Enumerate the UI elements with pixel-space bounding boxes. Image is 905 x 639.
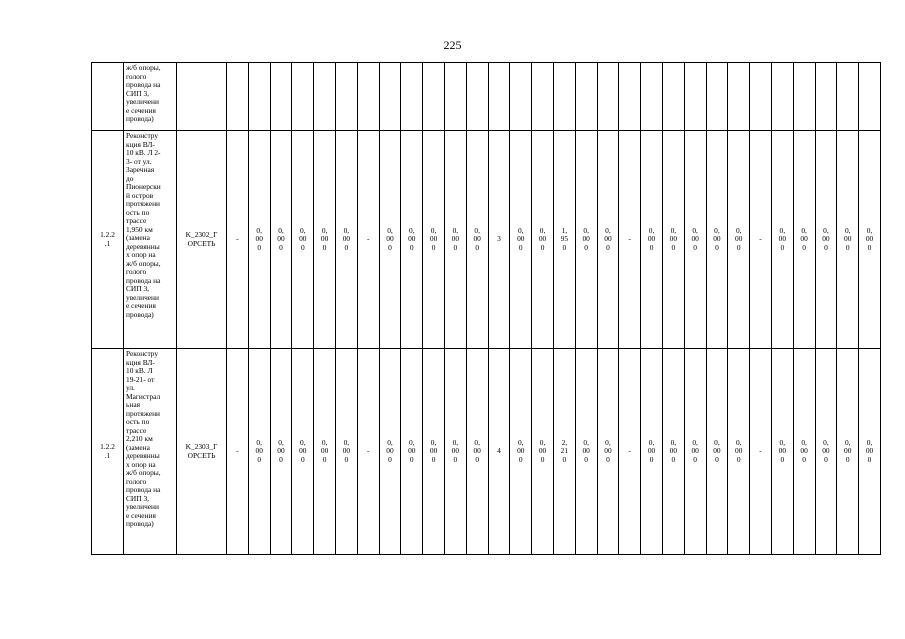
value-cell-text: 0, 00 0 — [604, 437, 612, 464]
value-cell — [597, 131, 619, 349]
value-cell — [466, 63, 488, 131]
value-cell — [684, 131, 706, 349]
value-cell-text: 0, 00 0 — [342, 437, 351, 464]
investment-program-table — [91, 62, 881, 555]
value-cell — [706, 349, 728, 555]
value-cell — [466, 349, 488, 555]
value-cell — [488, 131, 510, 349]
value-cell-text: 0, 00 0 — [408, 225, 416, 252]
value-cell-text: 0, 00 0 — [538, 437, 547, 464]
value-cell-text: - — [366, 234, 370, 244]
project-name-cell-text: Реконстру кция ВЛ- 10 кВ. Л 2- 3- от ул. Заречная до Пионерски й остров протяжени ость по трассе 1,950 км (замена деревянны х опор на ж/б опоры, голого провода на СИП 3, увеличени е сечения провода) — [126, 131, 161, 319]
page-number: 225 — [443, 38, 462, 52]
project-code-cell — [177, 131, 227, 349]
value-cell-text: 0, 00 0 — [822, 437, 830, 464]
value-cell — [227, 349, 249, 555]
row-number-cell-text: 1.2.2 .1 — [100, 442, 115, 460]
value-cell — [423, 349, 445, 555]
value-cell — [270, 349, 292, 555]
value-cell — [401, 63, 423, 131]
value-cell — [706, 63, 728, 131]
value-cell — [771, 131, 793, 349]
value-cell — [859, 349, 881, 555]
value-cell-text: 0, 00 0 — [844, 225, 852, 252]
value-cell-text: 1, 95 0 — [560, 225, 569, 252]
value-cell-text: 0, 00 0 — [517, 437, 525, 464]
project-name-cell — [124, 349, 177, 555]
row-number-cell-text: 1.2.2 .1 — [100, 230, 115, 248]
project-name-cell-text: ж/б опоры, голого провода на СИП 3, увеличени е сечения провода) — [126, 63, 161, 123]
value-cell — [684, 349, 706, 555]
value-cell-text: - — [628, 446, 631, 456]
value-cell — [335, 131, 357, 349]
value-cell — [444, 63, 466, 131]
project-code-cell-text: K_2303_Г ОРСЕТЬ — [185, 442, 218, 460]
value-cell — [815, 131, 837, 349]
value-cell — [553, 63, 575, 131]
value-cell-text: 0, 00 0 — [865, 437, 874, 464]
value-cell — [771, 63, 793, 131]
value-cell — [248, 131, 270, 349]
value-cell — [423, 63, 445, 131]
value-cell — [619, 131, 641, 349]
value-cell — [227, 131, 249, 349]
value-cell-text: 0, 00 0 — [582, 225, 590, 252]
row-number-cell — [92, 63, 124, 131]
value-cell — [292, 131, 314, 349]
value-cell-text: 0, 00 0 — [669, 437, 678, 464]
value-cell — [423, 131, 445, 349]
project-name-cell-text: Реконстру кция ВЛ- 10 кВ. Л 19-21- от ул. Магистрал ьная протяжени ость по трассе 2,210 км (замена деревянны х опор на ж/б опоры, голого провода на СИП 3, увеличени е сечения провода) — [126, 349, 161, 528]
value-cell — [662, 63, 684, 131]
value-cell-text: 0, 00 0 — [800, 437, 808, 464]
value-cell — [597, 349, 619, 555]
value-cell — [837, 349, 859, 555]
value-cell-text: 0, 00 0 — [320, 225, 329, 252]
value-cell-text: - — [759, 446, 762, 456]
value-cell-text: 0, 00 0 — [865, 225, 874, 252]
value-cell — [314, 63, 336, 131]
value-cell — [706, 131, 728, 349]
value-cell-text: 0, 00 0 — [342, 225, 351, 252]
value-cell — [510, 63, 532, 131]
value-cell — [619, 63, 641, 131]
value-cell — [619, 349, 641, 555]
value-cell — [662, 131, 684, 349]
value-cell — [815, 63, 837, 131]
value-cell-text: 0, 00 0 — [517, 225, 525, 252]
project-code-cell — [177, 63, 227, 131]
value-cell — [292, 349, 314, 555]
value-cell-text: 0, 00 0 — [713, 437, 721, 464]
value-cell-text: - — [628, 234, 631, 244]
value-cell-text: 0, 00 0 — [473, 437, 481, 464]
value-cell-text: 0, 00 0 — [844, 437, 852, 464]
value-cell-text: 0, 00 0 — [778, 437, 787, 464]
value-cell-text: 0, 00 0 — [386, 437, 394, 464]
value-cell-text: 0, 00 0 — [604, 225, 612, 252]
value-cell-text: 0, 00 0 — [778, 225, 787, 252]
value-cell — [248, 63, 270, 131]
value-cell-text: 0, 00 0 — [691, 437, 699, 464]
value-cell — [227, 63, 249, 131]
value-cell-text: - — [366, 446, 370, 456]
project-code-cell — [177, 349, 227, 555]
value-cell — [357, 349, 379, 555]
value-cell — [575, 131, 597, 349]
value-cell-text: 0, 00 0 — [669, 225, 678, 252]
value-cell-text: 4 — [497, 446, 501, 456]
value-cell — [750, 349, 772, 555]
value-cell-text: 0, 00 0 — [255, 437, 263, 464]
value-cell — [292, 63, 314, 131]
value-cell-text: 0, 00 0 — [538, 225, 547, 252]
value-cell-text: 0, 00 0 — [386, 225, 394, 252]
value-cell — [401, 349, 423, 555]
value-cell-text: 2, 21 0 — [560, 437, 569, 464]
value-cell — [444, 131, 466, 349]
value-cell — [793, 63, 815, 131]
value-cell — [793, 131, 815, 349]
row-number-cell — [92, 131, 124, 349]
value-cell-text: 0, 00 0 — [299, 437, 307, 464]
value-cell-text: 0, 00 0 — [320, 437, 329, 464]
value-cell-text: 0, 00 0 — [822, 225, 830, 252]
value-cell — [641, 63, 663, 131]
value-cell — [728, 131, 750, 349]
value-cell-text: 0, 00 0 — [582, 437, 590, 464]
value-cell — [270, 63, 292, 131]
value-cell — [510, 349, 532, 555]
value-cell — [837, 131, 859, 349]
value-cell — [553, 131, 575, 349]
value-cell — [314, 131, 336, 349]
value-cell — [335, 349, 357, 555]
value-cell — [750, 63, 772, 131]
value-cell-text: 0, 00 0 — [647, 437, 656, 464]
value-cell — [553, 349, 575, 555]
row-number-cell — [92, 349, 124, 555]
value-cell — [575, 349, 597, 555]
value-cell — [401, 131, 423, 349]
value-cell-text: 0, 00 0 — [299, 225, 307, 252]
value-cell-text: 0, 00 0 — [451, 437, 460, 464]
table-row — [92, 63, 881, 131]
value-cell — [510, 131, 532, 349]
value-cell — [532, 349, 554, 555]
project-name-cell — [124, 63, 177, 131]
value-cell — [357, 63, 379, 131]
value-cell-text: - — [759, 234, 762, 244]
project-code-cell-text: K_2302_Г ОРСЕТЬ — [185, 230, 218, 248]
value-cell — [444, 349, 466, 555]
value-cell — [662, 349, 684, 555]
value-cell-text: - — [236, 234, 239, 244]
project-name-cell — [124, 131, 177, 349]
value-cell-text: 0, 00 0 — [408, 437, 416, 464]
value-cell — [815, 349, 837, 555]
value-cell — [728, 349, 750, 555]
value-cell — [270, 131, 292, 349]
value-cell — [859, 131, 881, 349]
value-cell — [488, 63, 510, 131]
value-cell — [379, 63, 401, 131]
value-cell — [466, 131, 488, 349]
value-cell-text: 0, 00 0 — [255, 225, 263, 252]
value-cell — [793, 349, 815, 555]
value-cell-text: 0, 00 0 — [451, 225, 460, 252]
value-cell-text: 0, 00 0 — [735, 437, 743, 464]
value-cell — [859, 63, 881, 131]
value-cell-text: 0, 00 0 — [735, 225, 743, 252]
value-cell-text: 0, 00 0 — [647, 225, 656, 252]
value-cell — [532, 63, 554, 131]
value-cell — [379, 131, 401, 349]
value-cell — [837, 63, 859, 131]
value-cell-text: 0, 00 0 — [429, 437, 438, 464]
value-cell-text: 3 — [497, 234, 501, 244]
value-cell — [335, 63, 357, 131]
value-cell — [750, 131, 772, 349]
value-cell — [641, 349, 663, 555]
value-cell-text: - — [236, 446, 239, 456]
value-cell-text: 0, 00 0 — [800, 225, 808, 252]
value-cell — [575, 63, 597, 131]
value-cell — [488, 349, 510, 555]
value-cell — [597, 63, 619, 131]
value-cell-text: 0, 00 0 — [429, 225, 438, 252]
value-cell — [532, 131, 554, 349]
value-cell — [248, 349, 270, 555]
value-cell-text: 0, 00 0 — [277, 225, 285, 252]
value-cell — [357, 131, 379, 349]
value-cell — [684, 63, 706, 131]
value-cell-text: 0, 00 0 — [277, 437, 285, 464]
value-cell — [314, 349, 336, 555]
value-cell-text: 0, 00 0 — [691, 225, 699, 252]
value-cell-text: 0, 00 0 — [713, 225, 721, 252]
value-cell-text: 0, 00 0 — [473, 225, 481, 252]
value-cell — [728, 63, 750, 131]
value-cell — [641, 131, 663, 349]
value-cell — [379, 349, 401, 555]
table-row — [92, 131, 881, 349]
value-cell — [771, 349, 793, 555]
table-row — [92, 349, 881, 555]
